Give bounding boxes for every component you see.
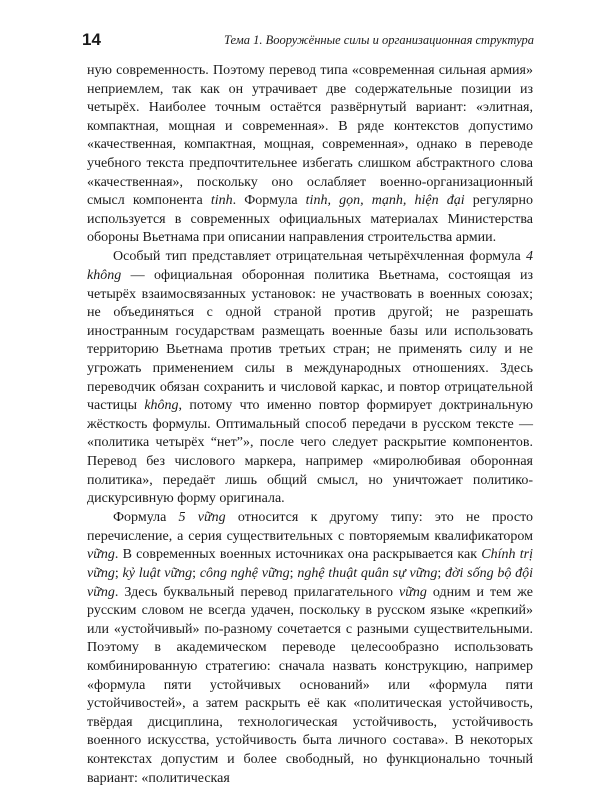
italic-term: kỷ luật vững — [122, 566, 193, 582]
text-run: ; — [437, 566, 446, 582]
body-text — [87, 62, 533, 788]
text-run: относится к другому типу: это не просто перечисление, а серия существительных с повторяемым квалификатором — [87, 510, 533, 544]
running-title: Тема 1. Вооружённые силы и организационная структура — [223, 33, 534, 47]
text-run: — официальная оборонная политика Вьетнама, состоящая из четырёх взаимосвязанных установок: не участвовать в военных союзах; не объединяться с одной страной против другой; не разрешать иностранным государствам размещать военные базы или использовать территорию Вьетнама против третьих стран; не применять силу и не угрожать применением силы в международных отношениях. Здесь переводчик обязан сохранить и числовой каркас, и повтор отрицательной частицы — [87, 268, 533, 414]
text-run: одним и тем же русским словом не всегда удачен, поскольку в русском языке «крепкий» или «устойчивый» по-разному сочетается с разными существительными. Поэтому в академическом переводе целесообразно использовать комбинированную стратегию: сначала назвать конструкцию, например «формула пяти устойчивых оснований» или «формула пяти устойчивостей», а затем раскрыть её как «политическая устойчивость, твёрдая дисциплина, технологическая устойчивость, устойчивость военного искусства, устойчивость быта личного состава». В некоторых контекстах допустим и более свободный, но функционально точный вариант: «политическая — [87, 584, 534, 786]
italic-term: vững — [87, 547, 115, 563]
italic-term: không — [144, 398, 179, 414]
paragraph — [87, 509, 533, 788]
text-run: ; — [192, 566, 200, 582]
text-run: Особый тип представляет отрицательная четырёхчленная формула — [113, 249, 526, 265]
italic-term: tinh — [210, 193, 233, 209]
text-run: . В современных военных источниках она раскрывается как — [114, 547, 482, 563]
italic-term: tinh, gọn, mạnh, hiện đại — [305, 193, 465, 209]
page-header — [82, 29, 534, 55]
page-number: 14 — [82, 30, 101, 49]
italic-term: 5 vững — [178, 510, 226, 526]
italic-term: vững — [399, 584, 427, 600]
text-run: . Здесь буквальный перевод прилагательного — [114, 584, 399, 600]
text-run: Формула — [113, 510, 179, 526]
italic-term: công nghệ vững — [199, 566, 290, 582]
italic-term: đời sống bộ đội vững — [87, 566, 534, 600]
italic-term: Chính trị vững — [87, 547, 533, 582]
italic-term: nghệ thuật quân sự vững — [297, 566, 438, 582]
paragraph — [87, 62, 533, 248]
text-run: , потому что именно повтор формирует доктринальную жёсткость формулы. Оптимальный способ передачи в русском тексте — «политика четырёх “нет”», после чего следует раскрытие компонентов. Перевод без числового маркера, например «миролюбивая оборонная политика», передаёт лишь общий смысл, но уничтожает политико-дискурсивную форму оригинала. — [87, 398, 533, 507]
text-run: ; — [289, 566, 298, 582]
text-run: . Формула — [232, 193, 306, 209]
paragraph — [87, 248, 533, 508]
text-run: ; — [114, 566, 123, 582]
text-run: ную современность. Поэтому перевод типа «современная сильная армия» неприемлем, так как он утрачивает две содержательные позиции из четырёх. Наиболее точным остаётся развёрнутый вариант: «элитная, компактная, мощная и современная». В ряде контекстов допустимо «качественная, компактная, мощная, современная», однако в переводе учебного текста предпочтительнее избегать слишком абстрактного слова «качественная», поскольку оно ослабляет военно-организационный смысл компонента — [87, 63, 533, 209]
italic-term: 4 không — [87, 249, 533, 284]
text-run: регулярно используется в современных официальных материалах Министерства обороны Вьетнама при описании направления строительства армии. — [87, 193, 533, 246]
